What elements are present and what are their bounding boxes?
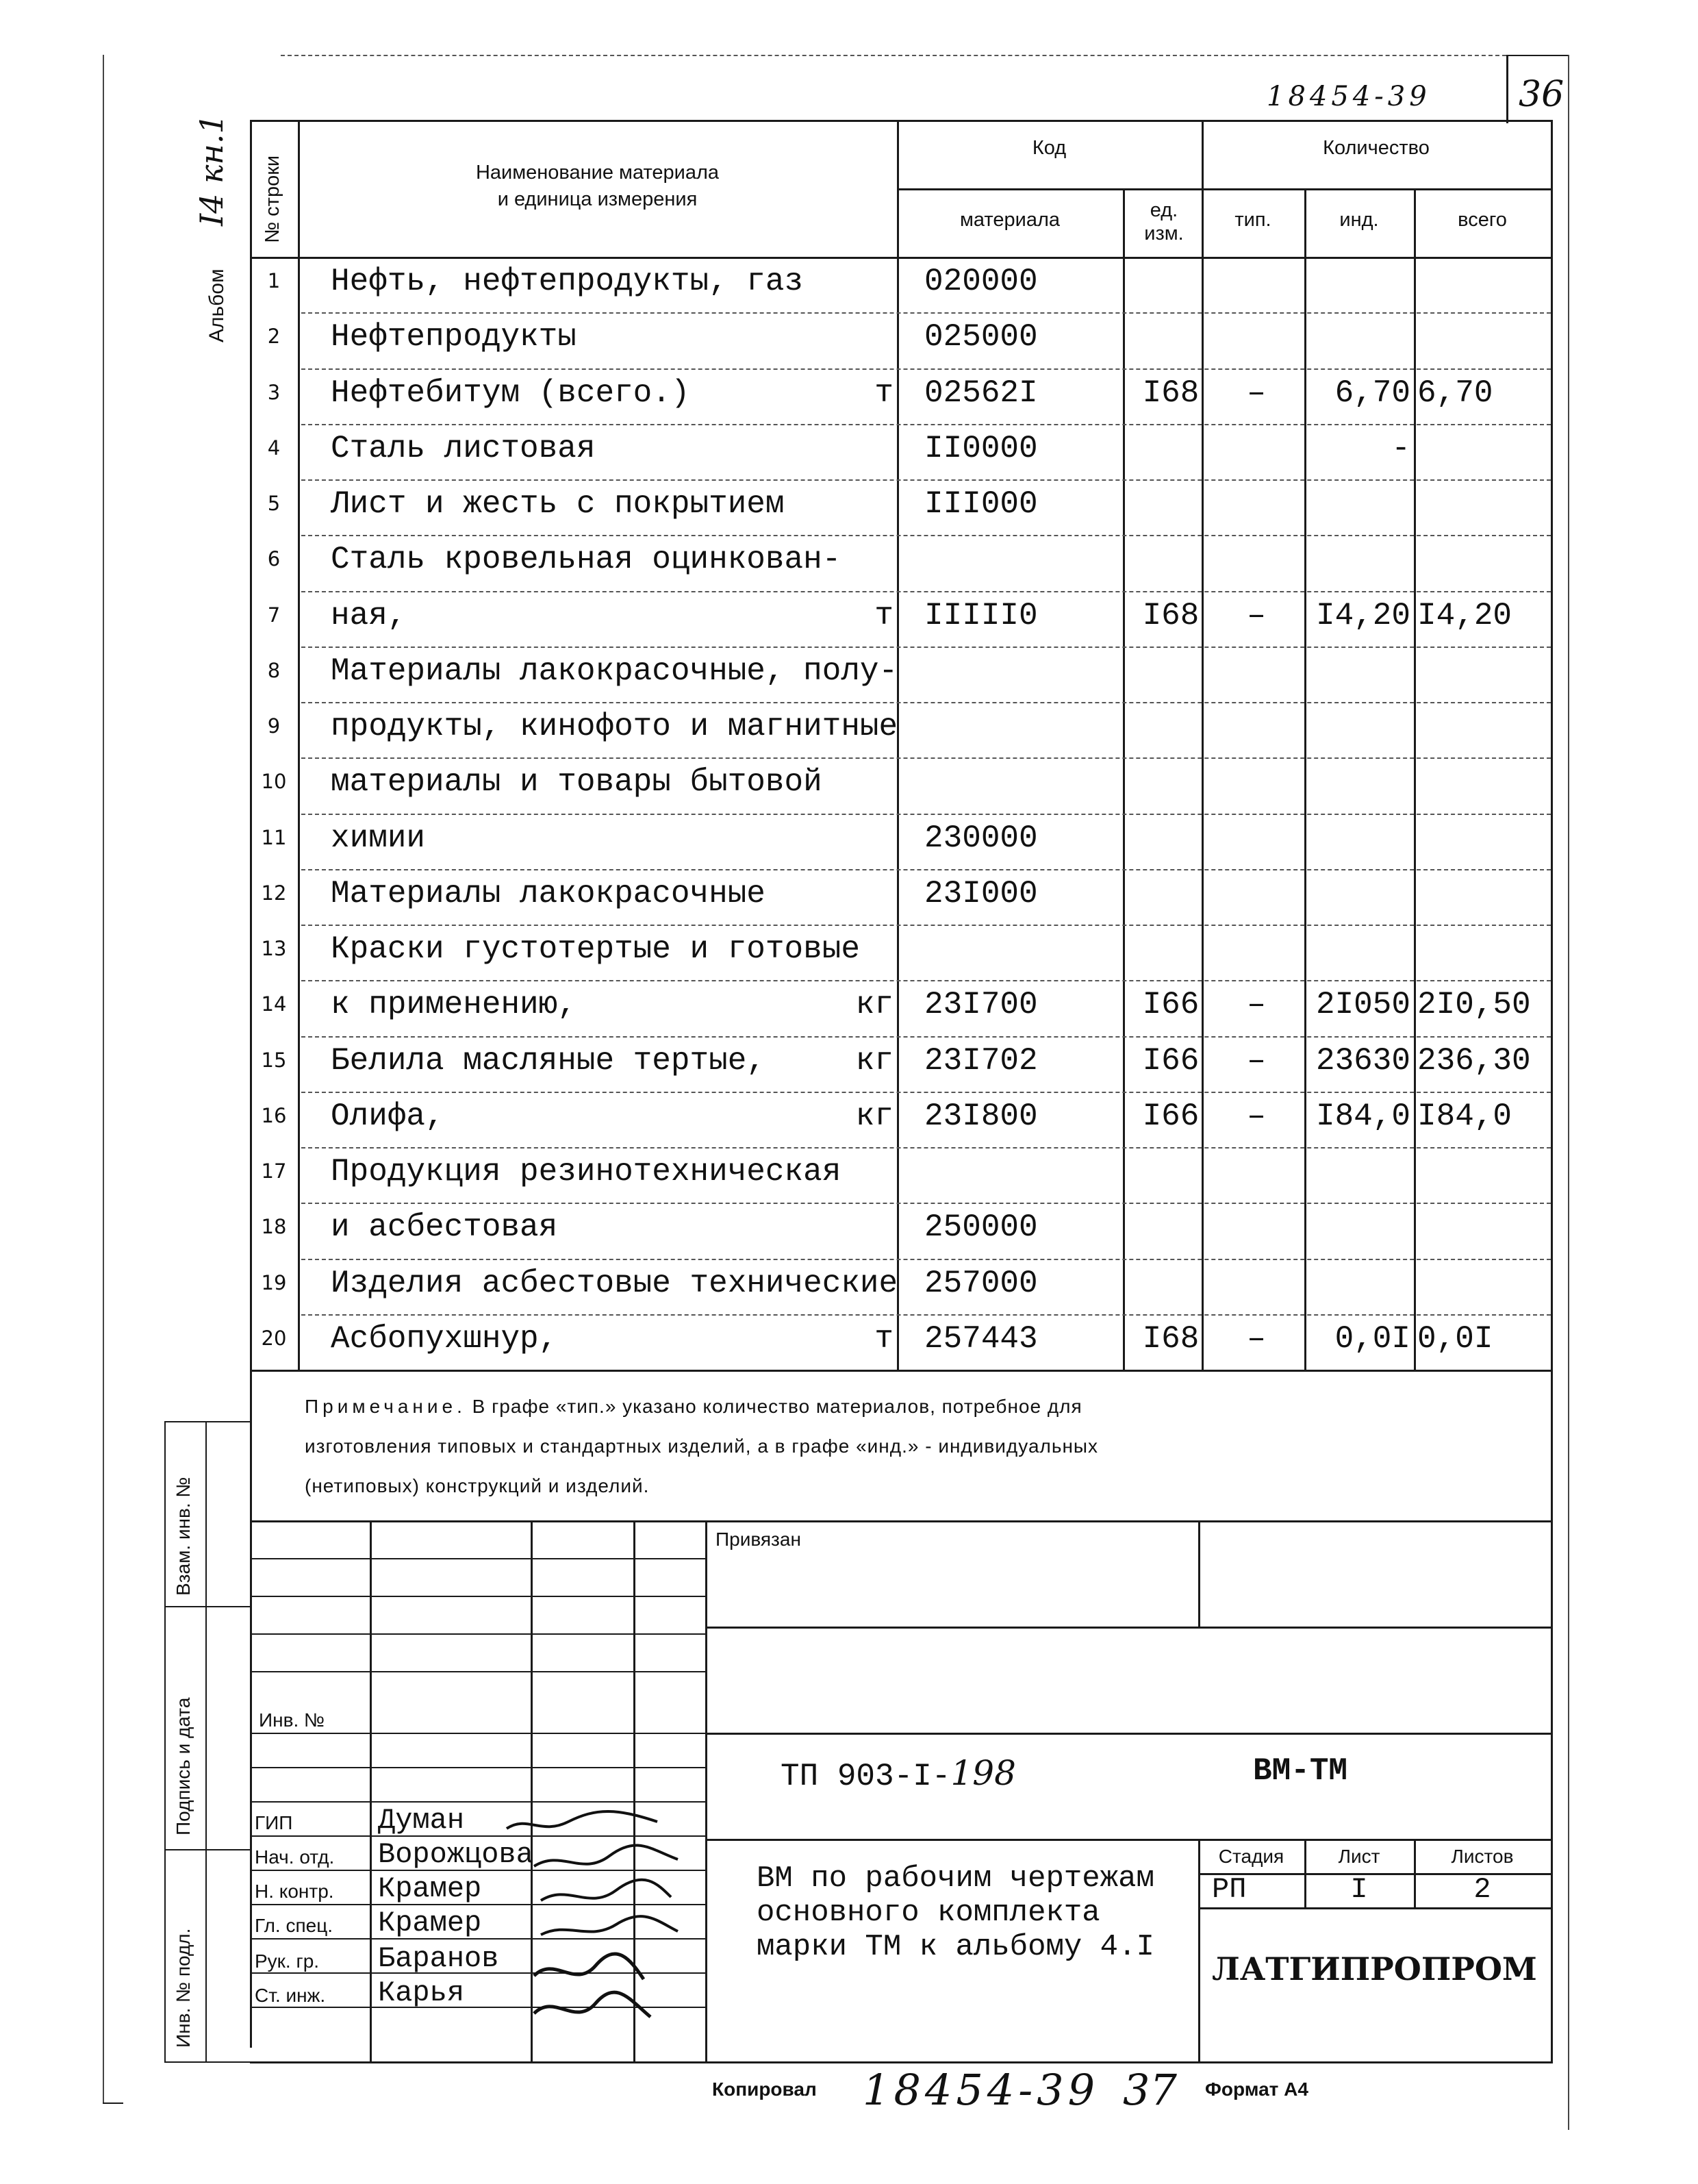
side-stamp-div2	[164, 1849, 252, 1850]
title-grid-line	[250, 1596, 705, 1597]
tb-title-top	[705, 1839, 1553, 1841]
unit-of-measure: т	[874, 1320, 894, 1357]
table-row	[250, 869, 1551, 925]
signatory-role: Н. контр.	[255, 1881, 334, 1902]
header-qty-ind: инд.	[1339, 209, 1379, 231]
material-name: Асбопухшнур,	[331, 1320, 558, 1357]
qty-ind: 0,0I	[1334, 1320, 1410, 1357]
side-stamp-top	[164, 1421, 252, 1422]
qty-total: 0,0I	[1417, 1320, 1493, 1357]
sheets-label: Листов	[1451, 1846, 1514, 1867]
table-row	[250, 312, 1551, 368]
doc-code-hand: 198	[950, 1753, 1016, 1793]
material-name: Краски густотертые и готовые	[331, 931, 860, 967]
doc-code-text: ТП 903-I-	[781, 1759, 951, 1794]
signatory-name: Крамер	[378, 1907, 482, 1940]
material-name: Олифа,	[331, 1098, 444, 1134]
tb-privyazan-bottom	[705, 1627, 1553, 1629]
side-podpis-data: Подпись и дата	[173, 1697, 194, 1835]
unit-of-measure: т	[874, 375, 894, 411]
material-code: 23I700	[924, 987, 1038, 1023]
page-number-box-top	[1506, 55, 1568, 56]
stage-value: РП	[1212, 1873, 1247, 1906]
signatory-name: Ворожцова	[378, 1838, 533, 1871]
qty-ind: -	[1391, 430, 1410, 466]
material-name: к применению,	[331, 987, 576, 1023]
privyazan-label: Привязан	[715, 1529, 801, 1550]
header-code-unit: ед. изм.	[1144, 199, 1184, 244]
tb-col1	[370, 1520, 372, 2061]
material-name: Нефтепродукты	[331, 319, 576, 355]
doc-mark: ВМ-ТМ	[1253, 1753, 1348, 1789]
material-name: химии	[331, 820, 426, 856]
row-number: 19	[261, 1270, 287, 1294]
material-code: 025000	[924, 319, 1038, 355]
side-stamp-div1	[164, 1606, 252, 1607]
material-code: IIIII0	[924, 597, 1038, 633]
material-code: 02562I	[924, 375, 1038, 411]
table-row	[250, 814, 1551, 869]
row-number: 11	[261, 825, 287, 849]
table-row	[250, 257, 1551, 312]
qty-ind: 6,70	[1334, 375, 1410, 411]
table-row	[250, 1147, 1551, 1203]
material-code: 020000	[924, 264, 1038, 299]
sheets-value: 2	[1473, 1873, 1491, 1906]
unit-code: I66	[1142, 1042, 1200, 1079]
signatory-name: Баранов	[378, 1942, 499, 1975]
page-number-box-left	[1506, 55, 1508, 123]
table-row	[250, 591, 1551, 647]
side-stamp-left	[164, 1421, 166, 2061]
row-number: 18	[261, 1215, 287, 1239]
row-number: 9	[267, 714, 281, 738]
material-code: 23I000	[924, 875, 1038, 912]
table-row	[250, 1092, 1551, 1147]
left-margin-line	[103, 55, 104, 2103]
footer-copied-page: 37	[1123, 2065, 1177, 2115]
note-text1: В графе «тип.» указано количество материалов, потребное для	[472, 1396, 1082, 1417]
doc-code	[781, 1753, 1016, 1794]
material-name: Продукция резинотехническая	[331, 1154, 841, 1190]
table-row	[250, 647, 1551, 702]
material-code: II0000	[924, 430, 1038, 466]
unit-of-measure: кг	[855, 1098, 894, 1134]
material-name: Сталь листовая	[331, 430, 596, 466]
qty-typ: –	[1247, 375, 1266, 411]
material-name: материалы и товары бытовой	[331, 764, 822, 801]
title-grid-line	[250, 1558, 705, 1559]
row-number: 8	[267, 658, 281, 682]
doc-title-line2: основного комплекта	[757, 1896, 1100, 1930]
qty-total: 2I0,50	[1417, 987, 1531, 1023]
table-row	[250, 1314, 1551, 1370]
footer-copied-number: 18454-39	[863, 2065, 1100, 2115]
table-row	[250, 925, 1551, 980]
row-number: 12	[261, 881, 287, 905]
table-row	[250, 424, 1551, 479]
header-qty-total: всего	[1458, 209, 1507, 231]
right-frame-line	[1568, 55, 1569, 2130]
title-grid-line	[250, 1767, 705, 1768]
qty-ind: I4,20	[1315, 597, 1410, 633]
material-code: 23I800	[924, 1098, 1038, 1134]
material-code: 230000	[924, 820, 1038, 856]
unit-code: I66	[1142, 987, 1200, 1023]
material-name: Сталь кровельная оцинкован-	[331, 542, 841, 578]
qty-ind: 23630	[1315, 1042, 1410, 1079]
row-number: 5	[267, 492, 281, 515]
row-number: 6	[267, 547, 281, 571]
signature-scribbles	[479, 1801, 685, 2068]
side-vzam-inv: Взам. инв. №	[173, 1477, 194, 1596]
title-grid-line	[250, 1671, 705, 1672]
sheet-label: Лист	[1338, 1846, 1380, 1867]
note-line2: изготовления типовых и стандартных изделий, а в графе «инд.» - индивидуальных	[305, 1435, 1099, 1457]
qty-typ: –	[1247, 1098, 1266, 1134]
qty-total: I4,20	[1417, 597, 1512, 633]
qty-typ: –	[1247, 987, 1266, 1023]
qty-total: 236,30	[1417, 1042, 1531, 1079]
page-number: 36	[1519, 74, 1564, 115]
material-name: Изделия асбестовые технические	[331, 1265, 898, 1301]
signatory-role: ГИП	[255, 1812, 293, 1833]
signatory-name: Карья	[378, 1976, 465, 2009]
table-row	[250, 479, 1551, 535]
material-code: 250000	[924, 1209, 1038, 1246]
footer-format: Формат А4	[1205, 2079, 1308, 2100]
material-name: Белила масляные тертые,	[331, 1042, 765, 1079]
unit-code: I66	[1142, 1098, 1200, 1134]
qty-total: 6,70	[1417, 375, 1493, 411]
table-row	[250, 1203, 1551, 1258]
tb-doc-top	[705, 1733, 1553, 1735]
table-row	[250, 1036, 1551, 1092]
note	[305, 1387, 1537, 1506]
signatory-role: Нач. отд.	[255, 1846, 335, 1868]
row-number: 3	[267, 380, 281, 404]
note-bottom	[250, 1520, 1553, 1522]
doc-title-line3: марки ТМ к альбому 4.I	[757, 1930, 1154, 1964]
row-number: 1	[267, 269, 281, 292]
signatory-role: Гл. спец.	[255, 1915, 333, 1936]
signatory-name: Крамер	[378, 1872, 482, 1905]
material-name: Материалы лакокрасочные, полу-	[331, 653, 898, 689]
doc-title	[757, 1861, 1154, 1964]
row-number: 4	[267, 436, 281, 460]
row-number: 7	[267, 603, 281, 627]
header-code-material: материала	[959, 209, 1061, 231]
sheet-value: I	[1350, 1873, 1368, 1906]
tb-col4	[705, 1520, 707, 2061]
header-qty-typ: тип.	[1234, 209, 1271, 231]
table-row	[250, 757, 1551, 813]
side-inv-podl: Инв. № подл.	[173, 1928, 194, 2048]
material-name: Нефтебитум (всего.)	[331, 375, 690, 411]
note-line1	[305, 1387, 1537, 1427]
table-row	[250, 368, 1551, 424]
unit-of-measure: т	[874, 597, 894, 633]
signatory-name: Думан	[378, 1804, 465, 1837]
album-handwritten: I4 кн.1	[193, 114, 230, 226]
qty-typ: –	[1247, 1320, 1266, 1357]
table-top-border	[250, 120, 1553, 122]
row-number: 16	[261, 1103, 287, 1127]
table-row	[250, 702, 1551, 757]
tb-privyazan-split	[1198, 1520, 1200, 1627]
table-body-bottom	[250, 1370, 1553, 1372]
row-number: 17	[261, 1159, 287, 1183]
signatory-role: Ст. инж.	[255, 1985, 326, 2006]
unit-code: I68	[1142, 597, 1200, 633]
header-subline	[897, 188, 1553, 190]
qty-ind: 2I050	[1315, 987, 1410, 1023]
inv-no-label: Инв. №	[259, 1709, 325, 1731]
row-number: 14	[261, 992, 287, 1016]
signatory-role: Рук. гр.	[255, 1950, 320, 1972]
footer-copied-label: Копировал	[712, 2079, 817, 2100]
tb-bottom	[250, 2061, 1553, 2063]
row-number: 20	[261, 1326, 287, 1350]
table-right-border	[1551, 120, 1553, 2061]
row-number: 10	[261, 770, 287, 794]
table-row	[250, 535, 1551, 590]
header-name-line1: Наименование материала	[475, 162, 720, 184]
material-code: 257000	[924, 1265, 1038, 1301]
qty-typ: –	[1247, 597, 1266, 633]
material-name: Нефть, нефтепродукты, газ	[331, 264, 804, 299]
qty-total: I84,0	[1417, 1098, 1512, 1134]
qty-ind: I84,0	[1315, 1098, 1410, 1134]
doc-title-line1: ВМ по рабочим чертежам	[757, 1861, 1154, 1896]
header-name-line2: и единица измерения	[497, 188, 698, 210]
top-reference-number: 18454-39	[1267, 81, 1431, 112]
unit-of-measure: кг	[855, 987, 894, 1023]
side-stamp-bottom	[164, 2061, 252, 2063]
header-code-group: Код	[1032, 137, 1067, 159]
material-code: 23I702	[924, 1042, 1038, 1079]
material-code: 257443	[924, 1320, 1038, 1357]
material-name: Лист и жесть с покрытием	[331, 486, 785, 522]
unit-code: I68	[1142, 1320, 1200, 1357]
material-name: ная,	[331, 597, 407, 633]
unit-code: I68	[1142, 375, 1200, 411]
material-name: продукты, кинофото и магнитные	[331, 709, 898, 744]
note-label: Примечание.	[305, 1396, 466, 1417]
organization: ЛАТГИПРОПРОМ	[1212, 1950, 1537, 1987]
album-label: Альбом	[205, 268, 228, 342]
header-qty-group: Количество	[1323, 137, 1430, 159]
tb-stage-values-line	[1198, 1907, 1553, 1909]
material-name: и асбестовая	[331, 1209, 558, 1246]
frame-top	[281, 55, 1506, 56]
row-number: 2	[267, 325, 281, 349]
note-line3: (нетиповых) конструкций и изделий.	[305, 1475, 650, 1496]
bottom-left-tick	[103, 2103, 123, 2104]
stage-label: Стадия	[1218, 1846, 1284, 1867]
table-row	[250, 1259, 1551, 1314]
header-row-number: № строки	[262, 155, 283, 243]
table-row	[250, 980, 1551, 1035]
title-grid-line	[250, 1633, 705, 1635]
title-grid-line	[250, 1733, 705, 1734]
material-name: Материалы лакокрасочные	[331, 875, 765, 912]
row-number: 15	[261, 1048, 287, 1072]
material-code: III000	[924, 486, 1038, 522]
qty-typ: –	[1247, 1042, 1266, 1079]
row-number: 13	[261, 937, 287, 960]
side-stamp-mid	[205, 1421, 207, 2061]
unit-of-measure: кг	[855, 1042, 894, 1079]
